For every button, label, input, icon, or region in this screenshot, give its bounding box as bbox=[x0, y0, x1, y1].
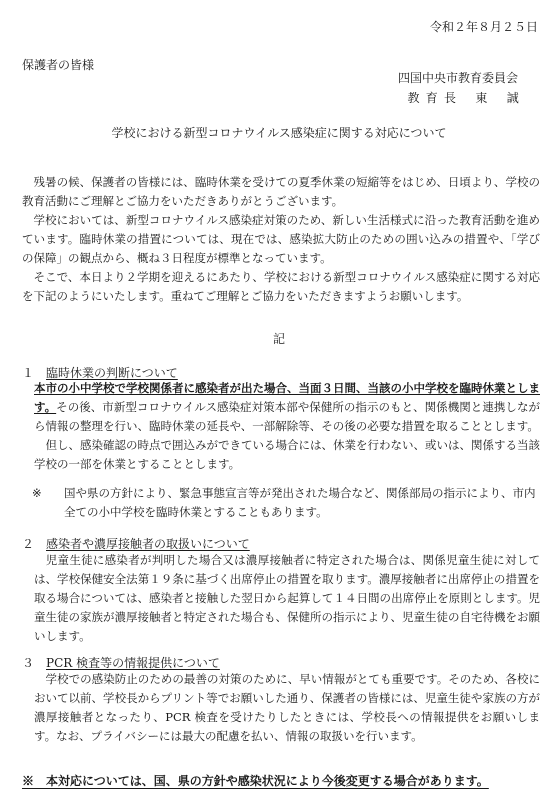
section-1-note-text: 国や県の方針により、緊急事態宣言等が発出された場合など、関係部局の指示により、市内全ての小中学校を臨時休業とすることもあります。 bbox=[64, 486, 536, 519]
intro-paragraph-2: 学校においては、新型コロナウイルス感染症対策のため、新しい生活様式に沿った教育活動を進めています。臨時休業の措置については、現在では、感染拡大防止のための囲い込みの措置や、「学びの保障」の観点から、概ね３日程度が標準となっています。 bbox=[22, 213, 540, 265]
section-1-title: 臨時休業の判断について bbox=[46, 366, 178, 380]
section-1-body-2: 但し、感染確認の時点で囲込みができている場合には、休業を行わない、或いは、関係する当該学校の一部を休業とすることとします。 bbox=[34, 438, 540, 471]
section-3-title: PCR 検査等の情報提供について bbox=[46, 656, 220, 670]
addressee: 保護者の皆様 bbox=[22, 58, 95, 72]
section-2-number: ２ bbox=[22, 537, 35, 551]
intro-section bbox=[22, 173, 540, 306]
final-note: ※ 本対応については、国、県の方針や感染状況により今後変更する場合があります。 bbox=[22, 774, 489, 788]
section-1-number: １ bbox=[22, 366, 35, 380]
section-1-body bbox=[34, 379, 540, 474]
ki-heading: 記 bbox=[272, 332, 285, 346]
section-1-body-text: その後、市新型コロナウイルス感染症対策本部や保健所の指示のもと、関係機関と連携しながら情報の整理を行い、臨時休業の延長や、一部解除等、その後の必要な措置を取ることとします。 bbox=[34, 400, 540, 433]
document-title: 学校における新型コロナウイルス感染症に関する対応について bbox=[111, 126, 447, 140]
document-date: 令和２年８月２５日 bbox=[429, 20, 538, 34]
section-2-body-text: 児童生徒に感染者が判明した場合又は濃厚接触者に特定された場合は、関係児童生徒に対しては、学校保健安全法第１９条に基づく出席停止の措置を取ります。濃厚接触者に出席停止の措置を取る場合については、感染者と接触した翌日から起算して１４日間の出席停止を原則とします。児童生徒の家族が濃厚接触者と特定された場合も、保健所の指示により、児童生徒の自宅待機をお願いします。 bbox=[34, 553, 540, 643]
section-2-title: 感染者や濃厚接触者の取扱いについて bbox=[46, 537, 250, 551]
intro-paragraph-3: そこで、本日より２学期を迎えるにあたり、学校における新型コロナウイルス感染症に関する対応を下記のようにいたします。重ねてご理解とご協力をいただきますようお願いします。 bbox=[22, 270, 540, 303]
section-3-number: ３ bbox=[22, 656, 35, 670]
sender-organization: 四国中央市教育委員会 bbox=[397, 71, 518, 85]
section-3-body-text: 学校での感染防止のための最善の対策のために、早い情報がとても重要です。そのため、各校において以前、学校長からプリント等でお願いした通り、保護者の皆様には、児童生徒や家族の方が濃厚接触者となったり、PCR 検査を受けたりしたときには、学校長への情報提供をお願いします。なお、プライバシーには最大の配慮を払い、情報の取扱いを行います。 bbox=[34, 672, 540, 743]
note-mark: ※ bbox=[32, 486, 42, 500]
section-2-body bbox=[34, 551, 540, 646]
sender-title-name: 教 育 長 東 誠 bbox=[407, 91, 520, 105]
intro-paragraph-1: 残暑の候、保護者の皆様には、臨時休業を受けての夏季休業の短縮等をはじめ、日頃より、学校の教育活動にご理解とご協力をいただきありがとうございます。 bbox=[22, 175, 540, 208]
section-3-body bbox=[34, 670, 540, 746]
section-1-bold-lead: 本市の小中学校で学校関係者に感染者が出た場合、当面３日間、当該の小中学校を臨時休業とします。 bbox=[34, 381, 540, 414]
section-3-heading bbox=[22, 654, 220, 671]
section-1-note bbox=[22, 484, 540, 522]
section-2-heading bbox=[22, 535, 250, 552]
